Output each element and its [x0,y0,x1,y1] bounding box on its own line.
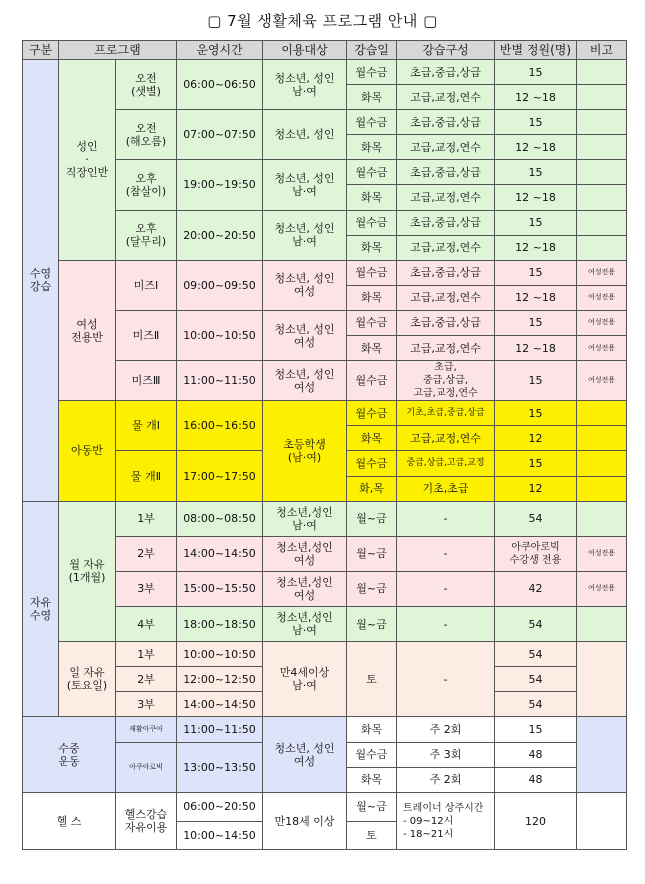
group-adult: 성인 · 직장인반 [59,60,116,261]
class-capacity: 12 ~18 [495,336,577,361]
class-capacity: 12 [495,476,577,501]
lesson-composition: 초급, 중급,상급, 고급,교정,연수 [397,361,495,401]
lesson-composition: 초급,중급,상급 [397,110,495,135]
lesson-composition: - [397,607,495,642]
class-capacity: 15 [495,110,577,135]
lesson-composition: - [397,501,495,536]
class-capacity: 120 [495,792,577,850]
class-capacity: 12 ~18 [495,185,577,210]
lesson-composition: 주 2회 [397,717,495,742]
col-header-category: 구분 [23,41,59,60]
program-time: 06:00~20:50 [177,792,263,821]
note-cell [577,501,627,536]
lesson-composition: 기초,초급,중급,상급 [397,401,495,426]
class-capacity: 15 [495,717,577,742]
class-capacity: 15 [495,361,577,401]
program-name: 재활아쿠아 [116,717,177,742]
class-capacity: 아쿠아로빅 수강생 전용 [495,536,577,571]
note-cell: 여성전용 [577,571,627,606]
lesson-day: 화목 [347,85,397,110]
note-cell [577,110,627,135]
lesson-composition: - [397,642,495,717]
class-capacity: 15 [495,451,577,476]
program-target: 초등학생 (남·여) [263,401,347,501]
class-capacity: 12 ~18 [495,85,577,110]
note-cell [577,85,627,110]
lesson-composition: 기초,초급 [397,476,495,501]
program-target: 청소년, 성인 남·여 [263,210,347,260]
program-time: 11:00~11:50 [177,361,263,401]
class-capacity: 15 [495,210,577,235]
lesson-composition: 고급,교정,연수 [397,285,495,310]
lesson-day: 월수금 [347,160,397,185]
lesson-day: 화목 [347,767,397,792]
col-header-capacity: 반별 정원(명) [495,41,577,60]
lesson-day: 화목 [347,336,397,361]
session-part: 1부 [116,501,177,536]
note-cell [577,607,627,642]
lesson-day: 월~금 [347,501,397,536]
note-cell [577,60,627,85]
program-time: 12:00~12:50 [177,667,263,692]
session-part: 2부 [116,536,177,571]
program-target: 청소년, 성인 [263,110,347,160]
category-gym: 헬 스 [23,792,116,850]
program-target: 청소년,성인 여성 [263,571,347,606]
lesson-day: 월수금 [347,260,397,285]
lesson-day: 화목 [347,285,397,310]
lesson-composition: 초급,중급,상급 [397,210,495,235]
note-cell [577,426,627,451]
program-name: 미즈Ⅰ [116,260,177,310]
program-name: 헬스강습 자유이용 [116,792,177,850]
note-women-only: 여성전용 [577,361,627,401]
note-cell [577,642,627,717]
program-target: 청소년, 성인 남·여 [263,60,347,110]
note-cell [577,476,627,501]
class-capacity: 48 [495,767,577,792]
class-capacity: 15 [495,401,577,426]
lesson-day: 화목 [347,135,397,160]
lesson-day: 화목 [347,717,397,742]
note-women-only: 여성전용 [577,285,627,310]
program-time: 17:00~17:50 [177,451,263,501]
program-time: 11:00~11:50 [177,717,263,742]
lesson-day: 월~금 [347,571,397,606]
col-header-program: 프로그램 [59,41,177,60]
session-part: 3부 [116,571,177,606]
program-name: 오전 (해오름) [116,110,177,160]
class-capacity: 15 [495,310,577,335]
lesson-day: 화,목 [347,476,397,501]
program-time: 18:00~18:50 [177,607,263,642]
col-header-composition: 강습구성 [397,41,495,60]
lesson-day: 월수금 [347,401,397,426]
program-target: 만4세이상 남·여 [263,642,347,717]
category-aqua: 수중 운동 [23,717,116,792]
lesson-composition: 고급,교정,연수 [397,235,495,260]
program-time: 13:00~13:50 [177,742,263,792]
lesson-composition: 초급,중급,상급 [397,260,495,285]
lesson-composition: 주 3회 [397,742,495,767]
lesson-day: 토 [347,642,397,717]
lesson-composition: - [397,571,495,606]
program-name: 물 개Ⅰ [116,401,177,451]
lesson-composition: 고급,교정,연수 [397,85,495,110]
program-target: 청소년,성인 남·여 [263,607,347,642]
program-target: 청소년, 성인 여성 [263,717,347,792]
lesson-composition: 고급,교정,연수 [397,185,495,210]
group-monthly: 월 자유 (1개월) [59,501,116,642]
category-free-swim: 자유 수영 [23,501,59,717]
lesson-day: 월수금 [347,110,397,135]
class-capacity: 12 ~18 [495,285,577,310]
program-name: 아쿠아로빅 [116,742,177,792]
program-target: 청소년,성인 남·여 [263,501,347,536]
class-capacity: 54 [495,607,577,642]
program-time: 10:00~14:50 [177,821,263,850]
note-women-only: 여성전용 [577,310,627,335]
program-target: 만18세 이상 [263,792,347,850]
note-cell [577,185,627,210]
lesson-day: 화목 [347,185,397,210]
lesson-composition: 고급,교정,연수 [397,135,495,160]
program-name: 오후 (달무리) [116,210,177,260]
program-target: 청소년,성인 여성 [263,536,347,571]
program-time: 09:00~09:50 [177,260,263,310]
class-capacity: 54 [495,642,577,667]
lesson-day: 월수금 [347,361,397,401]
program-time: 08:00~08:50 [177,501,263,536]
col-header-time: 운영시간 [177,41,263,60]
program-time: 14:00~14:50 [177,536,263,571]
session-part: 2부 [116,667,177,692]
class-capacity: 54 [495,692,577,717]
lesson-day: 월~금 [347,792,397,821]
class-capacity: 12 [495,426,577,451]
program-time: 14:00~14:50 [177,692,263,717]
note-cell [577,792,627,850]
lesson-composition: 고급,교정,연수 [397,426,495,451]
program-time: 07:00~07:50 [177,110,263,160]
program-time: 06:00~06:50 [177,60,263,110]
note-cell [577,235,627,260]
lesson-day: 월수금 [347,60,397,85]
program-target: 청소년, 성인 여성 [263,260,347,310]
lesson-composition: 중급,상급,고급,교정 [397,451,495,476]
class-capacity: 15 [495,260,577,285]
note-cell [577,717,627,792]
note-cell: 여성전용 [577,536,627,571]
program-time: 10:00~10:50 [177,310,263,360]
lesson-composition: 초급,중급,상급 [397,310,495,335]
class-capacity: 54 [495,667,577,692]
col-header-note: 비고 [577,41,627,60]
note-cell [577,160,627,185]
lesson-day: 월수금 [347,310,397,335]
program-time: 16:00~16:50 [177,401,263,451]
session-part: 4부 [116,607,177,642]
lesson-day: 월~금 [347,607,397,642]
lesson-day: 토 [347,821,397,850]
note-women-only: 여성전용 [577,260,627,285]
group-kids: 아동반 [59,401,116,501]
program-name: 오전 (샛별) [116,60,177,110]
program-name: 오후 (참살이) [116,160,177,210]
program-name: 미즈Ⅱ [116,310,177,360]
class-capacity: 12 ~18 [495,135,577,160]
program-target: 청소년, 성인 남·여 [263,160,347,210]
col-header-day: 강습일 [347,41,397,60]
lesson-day: 월수금 [347,451,397,476]
session-part: 1부 [116,642,177,667]
program-target: 청소년, 성인 여성 [263,310,347,360]
class-capacity: 12 ~18 [495,235,577,260]
group-women: 여성 전용반 [59,260,116,401]
program-name: 물 개Ⅱ [116,451,177,501]
program-time: 15:00~15:50 [177,571,263,606]
class-capacity: 15 [495,60,577,85]
lesson-composition: 트레이너 상주시간 - 09~12시 - 18~21시 [397,792,495,850]
page-title: ▢ 7월 생활체육 프로그램 안내 ▢ [207,12,438,30]
lesson-day: 화목 [347,426,397,451]
class-capacity: 48 [495,742,577,767]
class-capacity: 15 [495,160,577,185]
program-time: 20:00~20:50 [177,210,263,260]
class-capacity: 42 [495,571,577,606]
program-name: 미즈Ⅲ [116,361,177,401]
lesson-day: 월수금 [347,742,397,767]
category-swim-lesson: 수영 강습 [23,60,59,502]
note-women-only: 여성전용 [577,336,627,361]
program-table [22,40,627,850]
note-cell [577,401,627,426]
col-header-target: 이용대상 [263,41,347,60]
program-time: 19:00~19:50 [177,160,263,210]
lesson-day: 월수금 [347,210,397,235]
lesson-composition: 고급,교정,연수 [397,336,495,361]
lesson-composition: 초급,중급,상급 [397,60,495,85]
lesson-composition: 초급,중급,상급 [397,160,495,185]
note-cell [577,451,627,476]
note-cell [577,210,627,235]
program-time: 10:00~10:50 [177,642,263,667]
lesson-day: 월~금 [347,536,397,571]
lesson-composition: 주 2회 [397,767,495,792]
session-part: 3부 [116,692,177,717]
class-capacity: 54 [495,501,577,536]
group-daily: 일 자유 (토요일) [59,642,116,717]
lesson-composition: - [397,536,495,571]
program-target: 청소년, 성인 여성 [263,361,347,401]
lesson-day: 화목 [347,235,397,260]
note-cell [577,135,627,160]
